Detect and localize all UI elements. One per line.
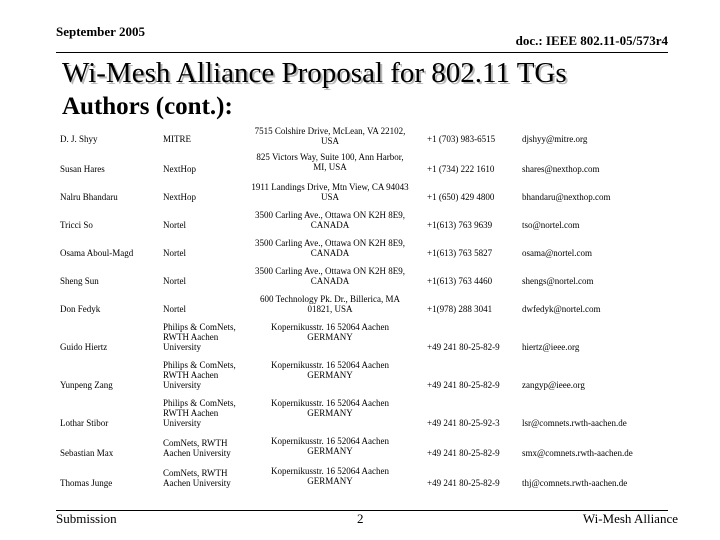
author-row [60,358,670,396]
author-name: Don Fedyk [60,304,101,314]
authors-list [60,124,670,494]
author-affiliation-line: ComNets, RWTH [163,438,228,448]
author-affiliation-line: RWTH Aachen [163,370,219,380]
author-affiliation-line: Nortel [163,276,186,286]
author-phone: +49 241 80-25-82-9 [427,448,500,458]
author-phone: +49 241 80-25-92-3 [427,418,500,428]
author-affiliation [163,304,243,314]
author-affiliation-line: ComNets, RWTH [163,468,228,478]
author-address-line: 3500 Carling Ave., Ottawa ON K2H 8E9, [254,210,406,220]
author-affiliation [163,134,243,144]
author-address [250,152,410,172]
author-name: Osama Aboul-Magd [60,248,134,258]
author-name: Guido Hiertz [60,342,108,352]
author-affiliation [163,360,243,390]
author-address [250,126,410,146]
author-email: thj@comnets.rwth-aachen.de [522,478,628,488]
author-affiliation-line: MITRE [163,134,191,144]
author-phone: +49 241 80-25-82-9 [427,380,500,390]
author-email: dwfedyk@nortel.com [522,304,601,314]
author-address-line: GERMANY [307,332,353,342]
author-affiliation [163,322,243,352]
author-row [60,150,670,180]
author-email: zangyp@ieee.org [522,380,585,390]
author-affiliation-line: Nortel [163,248,186,258]
author-phone: +49 241 80-25-82-9 [427,342,500,352]
author-affiliation-line: NextHop [163,164,196,174]
header-doc-id: doc.: IEEE 802.11-05/573r4 [515,33,668,48]
author-name: Susan Hares [60,164,105,174]
author-address [250,238,410,258]
author-address-line: GERMANY [307,408,353,418]
author-affiliation-line: RWTH Aachen [163,332,219,342]
author-affiliation [163,164,243,174]
author-address [250,210,410,230]
author-address-line: 1911 Landings Drive, Mtn View, CA 94043 [251,182,409,192]
author-row [60,396,670,434]
author-affiliation [163,438,243,458]
author-affiliation-line: Nortel [163,220,186,230]
author-address-line: Kopernikusstr. 16 52064 Aachen [271,360,389,370]
author-email: djshyy@mitre.org [522,134,588,144]
author-address-line: USA [320,192,339,202]
author-email: shengs@nortel.com [522,276,594,286]
author-address-line: GERMANY [307,476,353,486]
author-address-line: Kopernikusstr. 16 52064 Aachen [271,436,389,446]
author-row [60,292,670,320]
author-affiliation-line: Philips & ComNets, [163,398,236,408]
author-phone: +1(613) 763 4460 [427,276,493,286]
author-address-line: Kopernikusstr. 16 52064 Aachen [271,398,389,408]
author-affiliation [163,276,243,286]
slide-subtitle: Authors (cont.): [62,93,233,120]
author-email: lsr@comnets.rwth-aachen.de [522,418,627,428]
author-phone: +1 (734) 222 1610 [427,164,495,174]
author-address-line: CANADA [310,220,350,230]
author-address [250,436,410,456]
author-address-line: Kopernikusstr. 16 52064 Aachen [271,466,389,476]
author-address [250,398,410,418]
header-date: September 2005 [56,24,145,39]
author-email: bhandaru@nexthop.com [522,192,611,202]
author-row [60,180,670,208]
author-name: Lothar Stibor [60,418,109,428]
author-row [60,264,670,292]
author-affiliation [163,398,243,428]
author-affiliation-line: University [163,342,201,352]
author-address [250,360,410,380]
author-address-line: GERMANY [307,446,353,456]
author-address-line: Kopernikusstr. 16 52064 Aachen [271,322,389,332]
author-row [60,124,670,150]
author-row [60,464,670,494]
author-row [60,320,670,358]
author-address-line: CANADA [310,276,350,286]
slide-title: Wi-Mesh Alliance Proposal for 802.11 TGs [62,57,567,89]
author-phone: +1 (650) 429 4800 [427,192,495,202]
author-name: Sebastian Max [60,448,114,458]
author-phone: +1(613) 763 9639 [427,220,493,230]
author-address [250,294,410,314]
author-affiliation [163,248,243,258]
author-address [250,466,410,486]
author-name: D. J. Shyy [60,134,98,144]
author-address-line: GERMANY [307,370,353,380]
author-affiliation-line: University [163,418,201,428]
author-email: hiertz@ieee.org [522,342,580,352]
author-email: osama@nortel.com [522,248,593,258]
author-address [250,266,410,286]
author-row [60,434,670,464]
author-name: Yunpeng Zang [60,380,113,390]
author-affiliation [163,192,243,202]
author-address-line: 3500 Carling Ave., Ottawa ON K2H 8E9, [254,266,406,276]
author-phone: +49 241 80-25-82-9 [427,478,500,488]
author-affiliation-line: Nortel [163,304,186,314]
author-affiliation-line: Philips & ComNets, [163,360,236,370]
author-address [250,182,410,202]
author-affiliation [163,220,243,230]
author-name: Sheng Sun [60,276,99,286]
author-affiliation-line: RWTH Aachen [163,408,219,418]
author-address-line: 01821, USA [307,304,353,314]
author-name: Nalru Bhandaru [60,192,118,202]
author-email: shares@nexthop.com [522,164,600,174]
author-phone: +1 (703) 983-6515 [427,134,496,144]
author-email: tso@nortel.com [522,220,580,230]
author-address-line: 825 Victors Way, Suite 100, Ann Harbor, [256,152,404,162]
author-name: Tricci So [60,220,93,230]
author-address-line: CANADA [310,248,350,258]
author-address-line: USA [320,136,339,146]
header-divider [56,52,668,53]
author-affiliation-line: NextHop [163,192,196,202]
author-affiliation [163,468,243,488]
author-address [250,322,410,342]
author-address-line: 7515 Colshire Drive, McLean, VA 22102, [254,126,406,136]
footer-submission: Submission [56,511,117,526]
author-row [60,208,670,236]
footer-page-number: 2 [357,511,364,526]
author-address-line: 3500 Carling Ave., Ottawa ON K2H 8E9, [254,238,406,248]
author-address-line: 600 Technology Pk. Dr., Billerica, MA [260,294,400,304]
author-phone: +1(978) 288 3041 [427,304,493,314]
author-name: Thomas Junge [60,478,113,488]
author-affiliation-line: Aachen University [163,448,231,458]
author-affiliation-line: University [163,380,201,390]
author-row [60,236,670,264]
footer-organization: Wi-Mesh Alliance [582,511,678,526]
author-affiliation-line: Philips & ComNets, [163,322,236,332]
author-address-line: MI, USA [313,162,347,172]
author-phone: +1(613) 763 5827 [427,248,493,258]
author-affiliation-line: Aachen University [163,478,231,488]
author-email: smx@comnets.rwth-aachen.de [522,448,633,458]
